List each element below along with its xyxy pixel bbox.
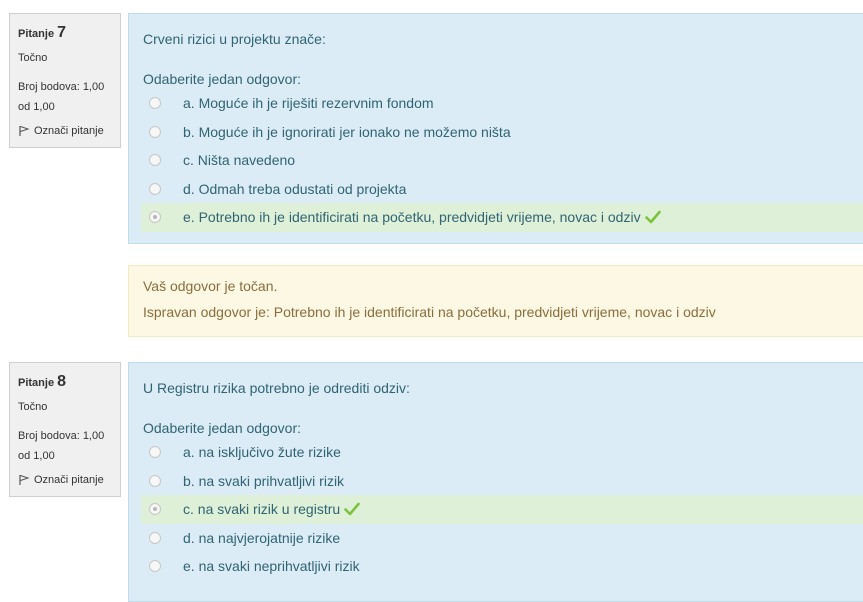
flag-icon (18, 474, 30, 486)
answer-option[interactable] (141, 175, 863, 204)
answer-radio[interactable] (149, 475, 161, 487)
answer-label: a. Moguće ih je riješiti rezervnim fondom (183, 95, 434, 112)
answer-option[interactable] (141, 89, 863, 118)
question-info-7 (9, 13, 121, 148)
answer-option[interactable] (141, 438, 863, 467)
question-info-8 (9, 362, 121, 497)
flag-icon (18, 125, 30, 137)
answer-label: c. na svaki rizik u registru (183, 501, 341, 518)
question-number: Pitanje 7 (18, 24, 67, 41)
question-formulation-7 (128, 13, 863, 244)
answer-option-selected-correct[interactable] (141, 495, 863, 524)
question-state: Točno (18, 52, 48, 64)
feedback-correct-answer: Ispravan odgovor je: Potrebno ih je identificirati na početku, predvidjeti vrijeme, novac i odziv (143, 304, 716, 320)
answer-label: d. na najvjerojatnije rizike (183, 529, 341, 546)
question-state: Točno (18, 401, 48, 413)
answer-label: e. na svaki neprihvatljivi rizik (183, 558, 360, 575)
question-grade: Broj bodova: 1,00 od 1,00 (18, 81, 105, 113)
answer-list (143, 438, 863, 581)
answer-radio-checked[interactable] (149, 503, 161, 515)
answer-label: e. Potrebno ih je identificirati na početku, predvidjeti vrijeme, novac i odziv (183, 209, 641, 226)
answer-radio[interactable] (149, 532, 161, 544)
correct-check-icon (645, 210, 661, 224)
answer-option[interactable] (141, 467, 863, 496)
answer-prompt: Odaberite jedan odgovor: (143, 71, 301, 87)
answer-radio[interactable] (149, 560, 161, 572)
flag-question-label: Označi pitanje (34, 125, 104, 137)
answer-option-selected-correct[interactable] (141, 203, 863, 232)
answer-label: b. Moguće ih je ignorirati jer ionako ne možemo ništa (183, 123, 511, 140)
question-number-value: 8 (57, 373, 67, 390)
answer-option[interactable] (141, 524, 863, 553)
question-feedback-7 (128, 265, 863, 337)
feedback-status: Vaš odgovor je točan. (143, 278, 278, 294)
answer-option[interactable] (141, 146, 863, 175)
answer-label: b. na svaki prihvatljivi rizik (183, 472, 345, 489)
answer-option[interactable] (141, 118, 863, 147)
question-number-value: 7 (57, 24, 67, 41)
flag-question-label: Označi pitanje (34, 474, 104, 486)
answer-radio[interactable] (149, 126, 161, 138)
answer-list (143, 89, 863, 232)
answer-radio[interactable] (149, 446, 161, 458)
flag-question-button[interactable] (18, 474, 112, 486)
answer-prompt: Odaberite jedan odgovor: (143, 420, 301, 436)
answer-radio[interactable] (149, 97, 161, 109)
answer-radio[interactable] (149, 183, 161, 195)
answer-option[interactable] (141, 552, 863, 581)
answer-label: d. Odmah treba odustati od projekta (183, 180, 407, 197)
question-grade: Broj bodova: 1,00 od 1,00 (18, 430, 105, 462)
answer-radio[interactable] (149, 154, 161, 166)
answer-label: a. na isključivo žute rizike (183, 444, 341, 461)
question-text: U Registru rizika potrebno je odrediti odziv: (143, 380, 410, 396)
flag-question-button[interactable] (18, 125, 112, 137)
correct-check-icon (344, 502, 360, 516)
answer-label: c. Ništa navedeno (183, 152, 296, 169)
question-formulation-8 (128, 362, 863, 602)
question-text: Crveni rizici u projektu znače: (143, 31, 326, 47)
answer-radio-checked[interactable] (149, 211, 161, 223)
question-number: Pitanje 8 (18, 373, 67, 390)
